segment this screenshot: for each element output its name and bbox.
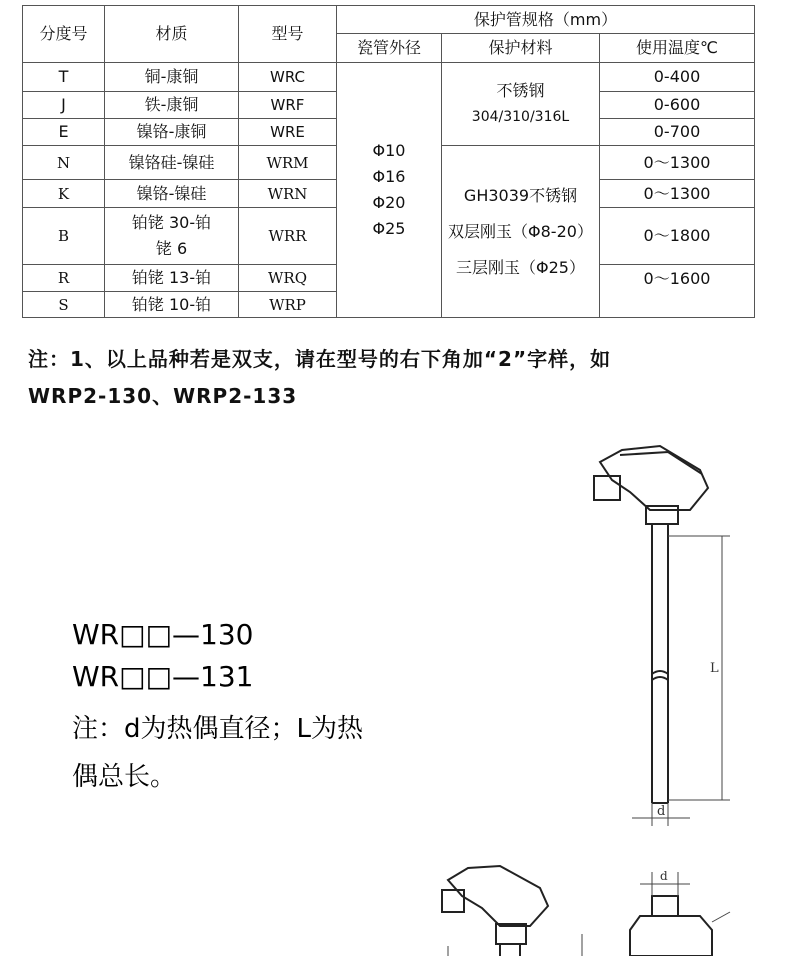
cell-material: 铂铑 30-铂 铑 6 — [105, 208, 239, 265]
cell-model: WRP — [239, 292, 337, 318]
note-line-1: 注：1、以上品种若是双支，请在型号的右下角加“2”字样，如 — [28, 347, 612, 371]
tube-break-mark — [652, 671, 668, 674]
cell-grade: B — [23, 208, 105, 265]
cell-grade: N — [23, 146, 105, 180]
tube-front-icon — [652, 896, 678, 916]
cell-model: WRC — [239, 63, 337, 92]
cell-model: WRN — [239, 180, 337, 208]
cell-temp: 0～1300 — [600, 146, 755, 180]
cable-gland-icon — [594, 476, 620, 500]
mounting-nut-icon — [646, 506, 678, 524]
cell-material: 镍铬硅-镍硅 — [105, 146, 239, 180]
cell-material: 铜-康铜 — [105, 63, 239, 92]
cell-grade: J — [23, 92, 105, 119]
diameter-item: Φ25 — [372, 219, 406, 238]
diameter-item: Φ20 — [372, 193, 406, 212]
drawing-note-line-2: 偶总长。 — [72, 762, 177, 792]
cell-protect-b: GH3039不锈钢 双层刚玉（Φ8-20） 三层刚玉（Φ25） — [442, 146, 600, 318]
note-line-2: WRP2-130、WRP2-133 — [28, 384, 298, 408]
cell-grade: R — [23, 265, 105, 292]
cell-temp: 0～1800 — [600, 208, 755, 265]
header-protect-material: 保护材料 — [442, 34, 600, 63]
drawing-note-line-1: 注：d为热偶直径；L为热 — [72, 714, 363, 744]
cell-temp: 0～1600 — [600, 265, 755, 318]
cell-grade: E — [23, 119, 105, 146]
cell-model: WRM — [239, 146, 337, 180]
header-material: 材质 — [105, 6, 239, 63]
model-code-130: WR□□—130 — [72, 618, 254, 651]
cell-model: WRR — [239, 208, 337, 265]
cell-model: WRQ — [239, 265, 337, 292]
cell-temp: 0-600 — [600, 92, 755, 119]
cell-material: 镍铬-镍硅 — [105, 180, 239, 208]
diameter-item: Φ16 — [372, 167, 406, 186]
cell-grade: S — [23, 292, 105, 318]
header-model: 型号 — [239, 6, 337, 63]
hex-nut-front-icon — [630, 916, 712, 956]
cell-temp: 0-700 — [600, 119, 755, 146]
diameter-item: Φ10 — [372, 141, 406, 160]
cell-temp: 0～1300 — [600, 180, 755, 208]
header-grade: 分度号 — [23, 6, 105, 63]
cell-protect-a: 不锈钢 304/310/316L — [442, 63, 600, 146]
cell-grade: K — [23, 180, 105, 208]
tube-break-mark-2 — [652, 677, 668, 680]
header-use-temp: 使用温度℃ — [600, 34, 755, 63]
cell-material: 铂铑 13-铂 — [105, 265, 239, 292]
label-L: L — [710, 661, 719, 676]
label-d-2: d — [660, 869, 668, 883]
label-d: d — [657, 804, 666, 819]
cell-material: 镍铬-康铜 — [105, 119, 239, 146]
cell-model: WRF — [239, 92, 337, 119]
header-protect-spec: 保护管规格（mm） — [337, 6, 755, 34]
cell-material: 铂铑 10-铂 — [105, 292, 239, 318]
cell-grade: T — [23, 63, 105, 92]
header-ceramic-diameter: 瓷管外径 — [337, 34, 442, 63]
cell-model: WRE — [239, 119, 337, 146]
cell-material: 铁-康铜 — [105, 92, 239, 119]
model-code-131: WR□□—131 — [72, 660, 254, 693]
cell-temp: 0-400 — [600, 63, 755, 92]
